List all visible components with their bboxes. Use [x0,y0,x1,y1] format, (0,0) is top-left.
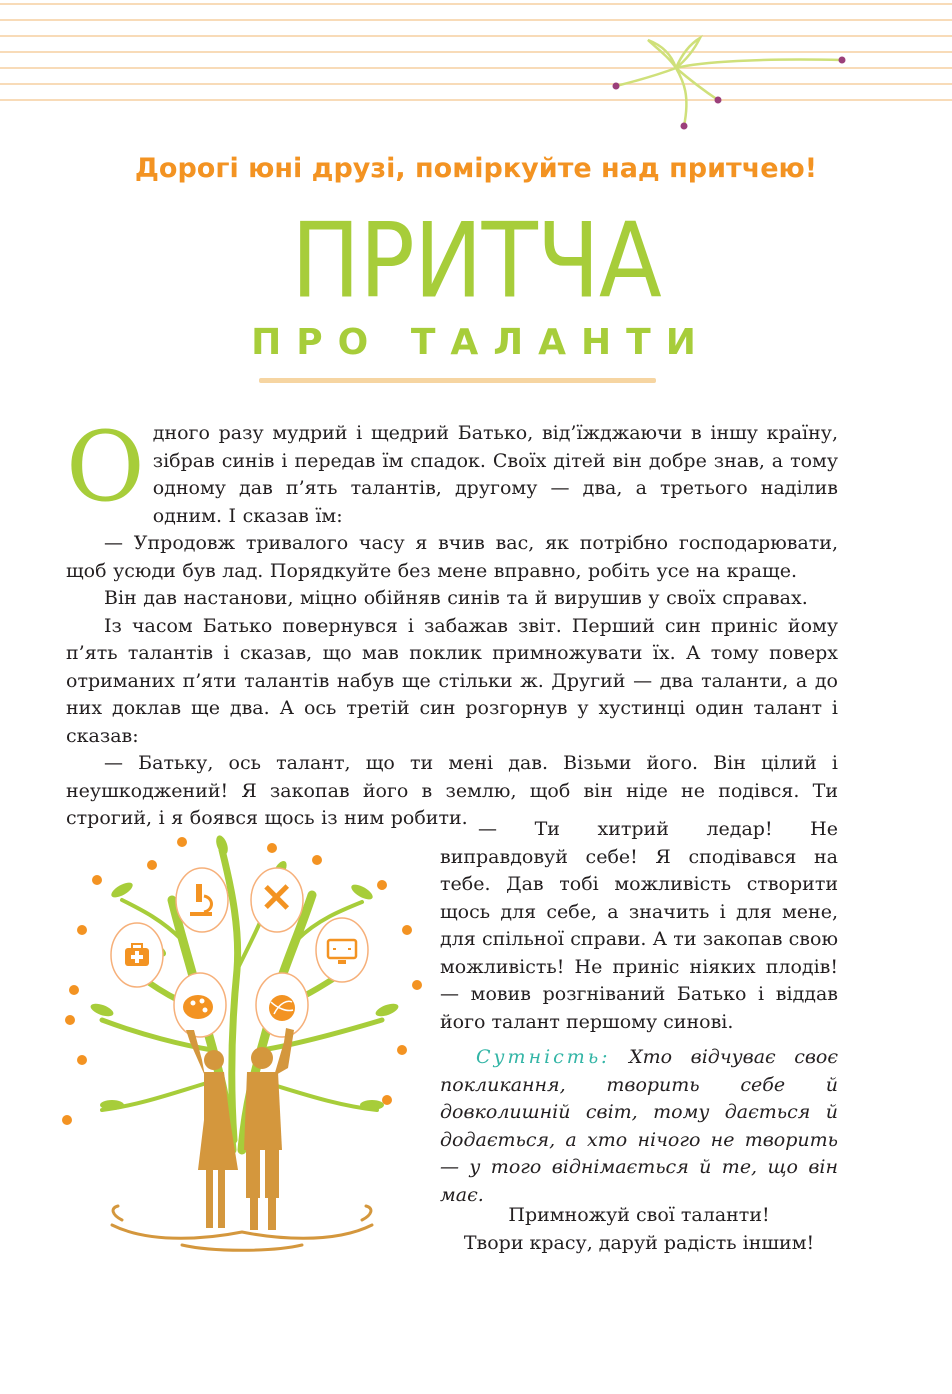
motto [440,1202,838,1257]
title-underline [259,378,656,383]
motto-line: Твори красу, даруй радість іншим! [463,1231,815,1254]
story-body [66,411,838,833]
story-paragraph: Він дав настанови, міцно обійняв синів та й вирушив у своїх справах. [104,587,808,609]
header-stripes [0,0,952,140]
page-title: ПРИТЧА [291,201,661,322]
story-paragraph: — Упродовж тривалого часу я вчив вас, як потрібно господарювати, щоб усюди був лад. Порядкуйте без мене вправно, робіть усе на краще. [66,532,838,582]
talent-tree-illustration [62,820,432,1260]
essence-text: Хто відчуває своє покликання, творить себе й довколишній світ, тому дається й додається, а хто нічого не творить — у того віднімається й те, що він має. [440,1046,839,1206]
page-title-sub: ПРО ТАЛАНТИ [251,322,711,363]
story-right-column [440,816,838,1036]
page-subtitle: Дорогі юні друзі, поміркуйте над притчею! [134,153,818,184]
story-paragraph: — Ти хитрий ледар! Не виправдовуй себе! Я сподівався на тебе. Дав тобі можливість створити щось для себе, а значить і для мене, для спільної справи. А ти закопав свою можливість! Не приніс ніяких плодів! — мовив розгніваний Батько і віддав його талант першому синові. [440,818,838,1033]
story-paragraph: дного разу мудрий і щедрий Батько, від’їжджаючи в іншу країну, зібрав синів і передав їм спадок. Своїх дітей він добре знав, а тому одному дав п’ять талантів, другому — два, а третього наділив одним. І сказав їм: [152,422,838,527]
motto-line: Примножуй свої таланти! [508,1204,770,1226]
yarn-icon [269,995,295,1021]
story-paragraph: — Батьку, ось талант, що ти мені дав. Візьми його. Він цілий і неушкоджений! Я закопав його в землю, щоб він ніде не подівся. Ти строгий, і я боявся щось із ним робити. [66,752,838,829]
drop-cap: О [66,411,145,523]
essence-label: Сутність: [476,1046,611,1068]
story-paragraph: Із часом Батько повернувся і забажав звіт. Перший син приніс йому п’ять талантів і сказав, що мав поклик примножувати їх. А тому поверх отриманих п’яти талантів набув ще стільки ж. Другий — два таланти, а до них доклав ще два. А ось третій син розгорнув у хустинці один талант і сказав: [66,614,838,747]
palette-icon [183,995,213,1019]
essence-block [440,1044,838,1209]
